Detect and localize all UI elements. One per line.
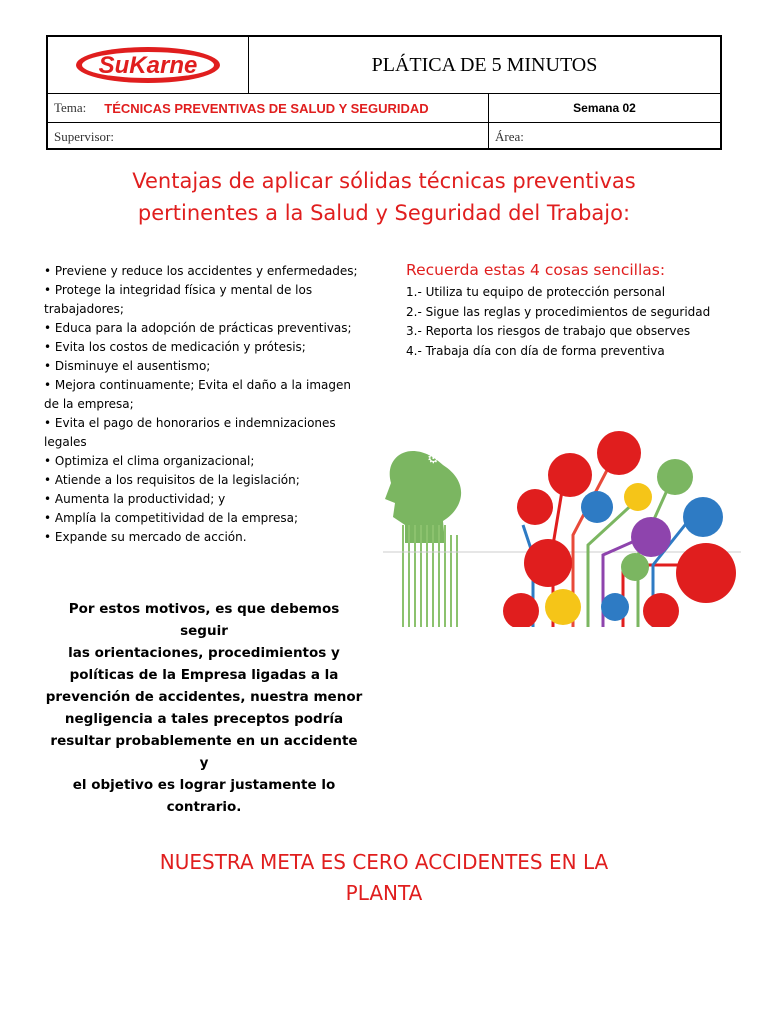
header-row-tema: [48, 94, 720, 123]
benefit-line: • Amplía la competitividad de la empresa;: [44, 511, 298, 525]
ear-icon: [621, 553, 649, 581]
benefit-line: • Disminuye el ausentismo;: [44, 359, 211, 373]
helmet-icon: [581, 491, 613, 523]
benefit-line: • Atiende a los requisitos de la legislación;: [44, 473, 300, 487]
benefit-line: • Evita el pago de honorarios e indemnizaciones: [44, 416, 336, 430]
sukarne-logo: [73, 44, 223, 86]
header-table: [46, 35, 722, 150]
worker-icon: [524, 539, 572, 587]
head-icon: [385, 451, 461, 543]
benefit-line: • Evita los costos de medicación y prótesis;: [44, 340, 306, 354]
gear-icon: ⚙?: [427, 451, 447, 467]
headline-line-2: pertinentes a la Salud y Seguridad del Trabajo:: [137, 201, 631, 225]
tema-value: TÉCNICAS PREVENTIVAS DE SALUD Y SEGURIDAD: [104, 100, 429, 116]
logo-text: SuKarne: [98, 52, 198, 79]
benefit-line: trabajadores;: [44, 302, 124, 316]
reminders-box: [406, 261, 746, 361]
hazard-icon: [597, 431, 641, 475]
benefit-line: • Previene y reduce los accidentes y enfermedades;: [44, 264, 358, 278]
page-title: PLÁTICA DE 5 MINUTOS: [371, 53, 598, 76]
motivos-line: el objetivo es lograr justamente lo: [72, 777, 336, 793]
glasses-icon: [683, 497, 723, 537]
reminder-item: 3.- Reporta los riesgos de trabajo que observes: [406, 324, 691, 338]
supervisor-cell: [54, 123, 488, 150]
goggles-icon: [517, 489, 553, 525]
motivos-line: Por estos motivos, es que debemos seguir: [68, 601, 340, 639]
tema-label: Tema:: [54, 100, 87, 115]
benefit-line: de la empresa;: [44, 397, 134, 411]
goal-line-1: NUESTRA META ES CERO ACCIDENTES EN LA: [159, 850, 609, 874]
benefit-line: • Protege la integridad física y mental de los: [44, 283, 313, 297]
motivos-line: políticas de la Empresa ligadas a la: [69, 667, 339, 683]
fire-icon: [548, 453, 592, 497]
mask-icon: [676, 543, 736, 603]
boot-icon: [657, 459, 693, 495]
benefit-line: • Educa para la adopción de prácticas preventivas;: [44, 321, 352, 335]
goal-line-2: PLANTA: [345, 881, 423, 905]
motivos-line: negligencia a tales preceptos podría: [64, 711, 344, 727]
motivos-line: contrario.: [166, 799, 242, 815]
benefit-line: • Expande su mercado de acción.: [44, 530, 247, 544]
headline: [60, 165, 708, 229]
reminder-item: 1.- Utiliza tu equipo de protección personal: [406, 285, 666, 299]
motivos-line: resultar probablemente en un accidente y: [50, 733, 358, 771]
motivos-line: prevención de accidentes, nuestra menor: [45, 689, 363, 705]
electric-icon: [631, 517, 671, 557]
reminder-item: 4.- Trabaja día con día de forma preventiva: [406, 343, 665, 358]
reminder-item: 2.- Sigue las reglas y procedimientos de seguridad: [406, 304, 711, 319]
semana-value: Semana 02: [573, 101, 636, 115]
area-cell: [488, 123, 720, 150]
logo-cell: [48, 37, 249, 93]
semana-cell: [488, 94, 720, 122]
benefits-list: [44, 262, 384, 547]
headline-line-1: Ventajas de aplicar sólidas técnicas preventivas: [132, 169, 636, 193]
goal-statement: [80, 847, 688, 909]
benefit-line: • Optimiza el clima organizacional;: [44, 454, 255, 468]
tema-cell: [54, 94, 488, 122]
supervisor-label: Supervisor:: [54, 128, 114, 144]
safety-illustration: [383, 425, 741, 627]
benefit-line: • Aumenta la productividad; y: [44, 492, 226, 506]
motivos-line: las orientaciones, procedimientos y: [68, 645, 340, 661]
motivos-paragraph: [44, 598, 364, 818]
header-row-title: [48, 37, 720, 94]
benefit-line: • Mejora continuamente; Evita el daño a la imagen: [44, 378, 351, 392]
flame-icon: [643, 593, 679, 627]
gloves-icon: [624, 483, 652, 511]
benefit-line: legales: [44, 435, 87, 449]
area-label: Área:: [495, 128, 524, 144]
reminders-heading: Recuerda estas 4 cosas sencillas:: [406, 261, 666, 279]
header-row-supervisor: [48, 123, 720, 150]
corrosive-icon: [601, 593, 629, 621]
chemical-icon: [545, 589, 581, 625]
